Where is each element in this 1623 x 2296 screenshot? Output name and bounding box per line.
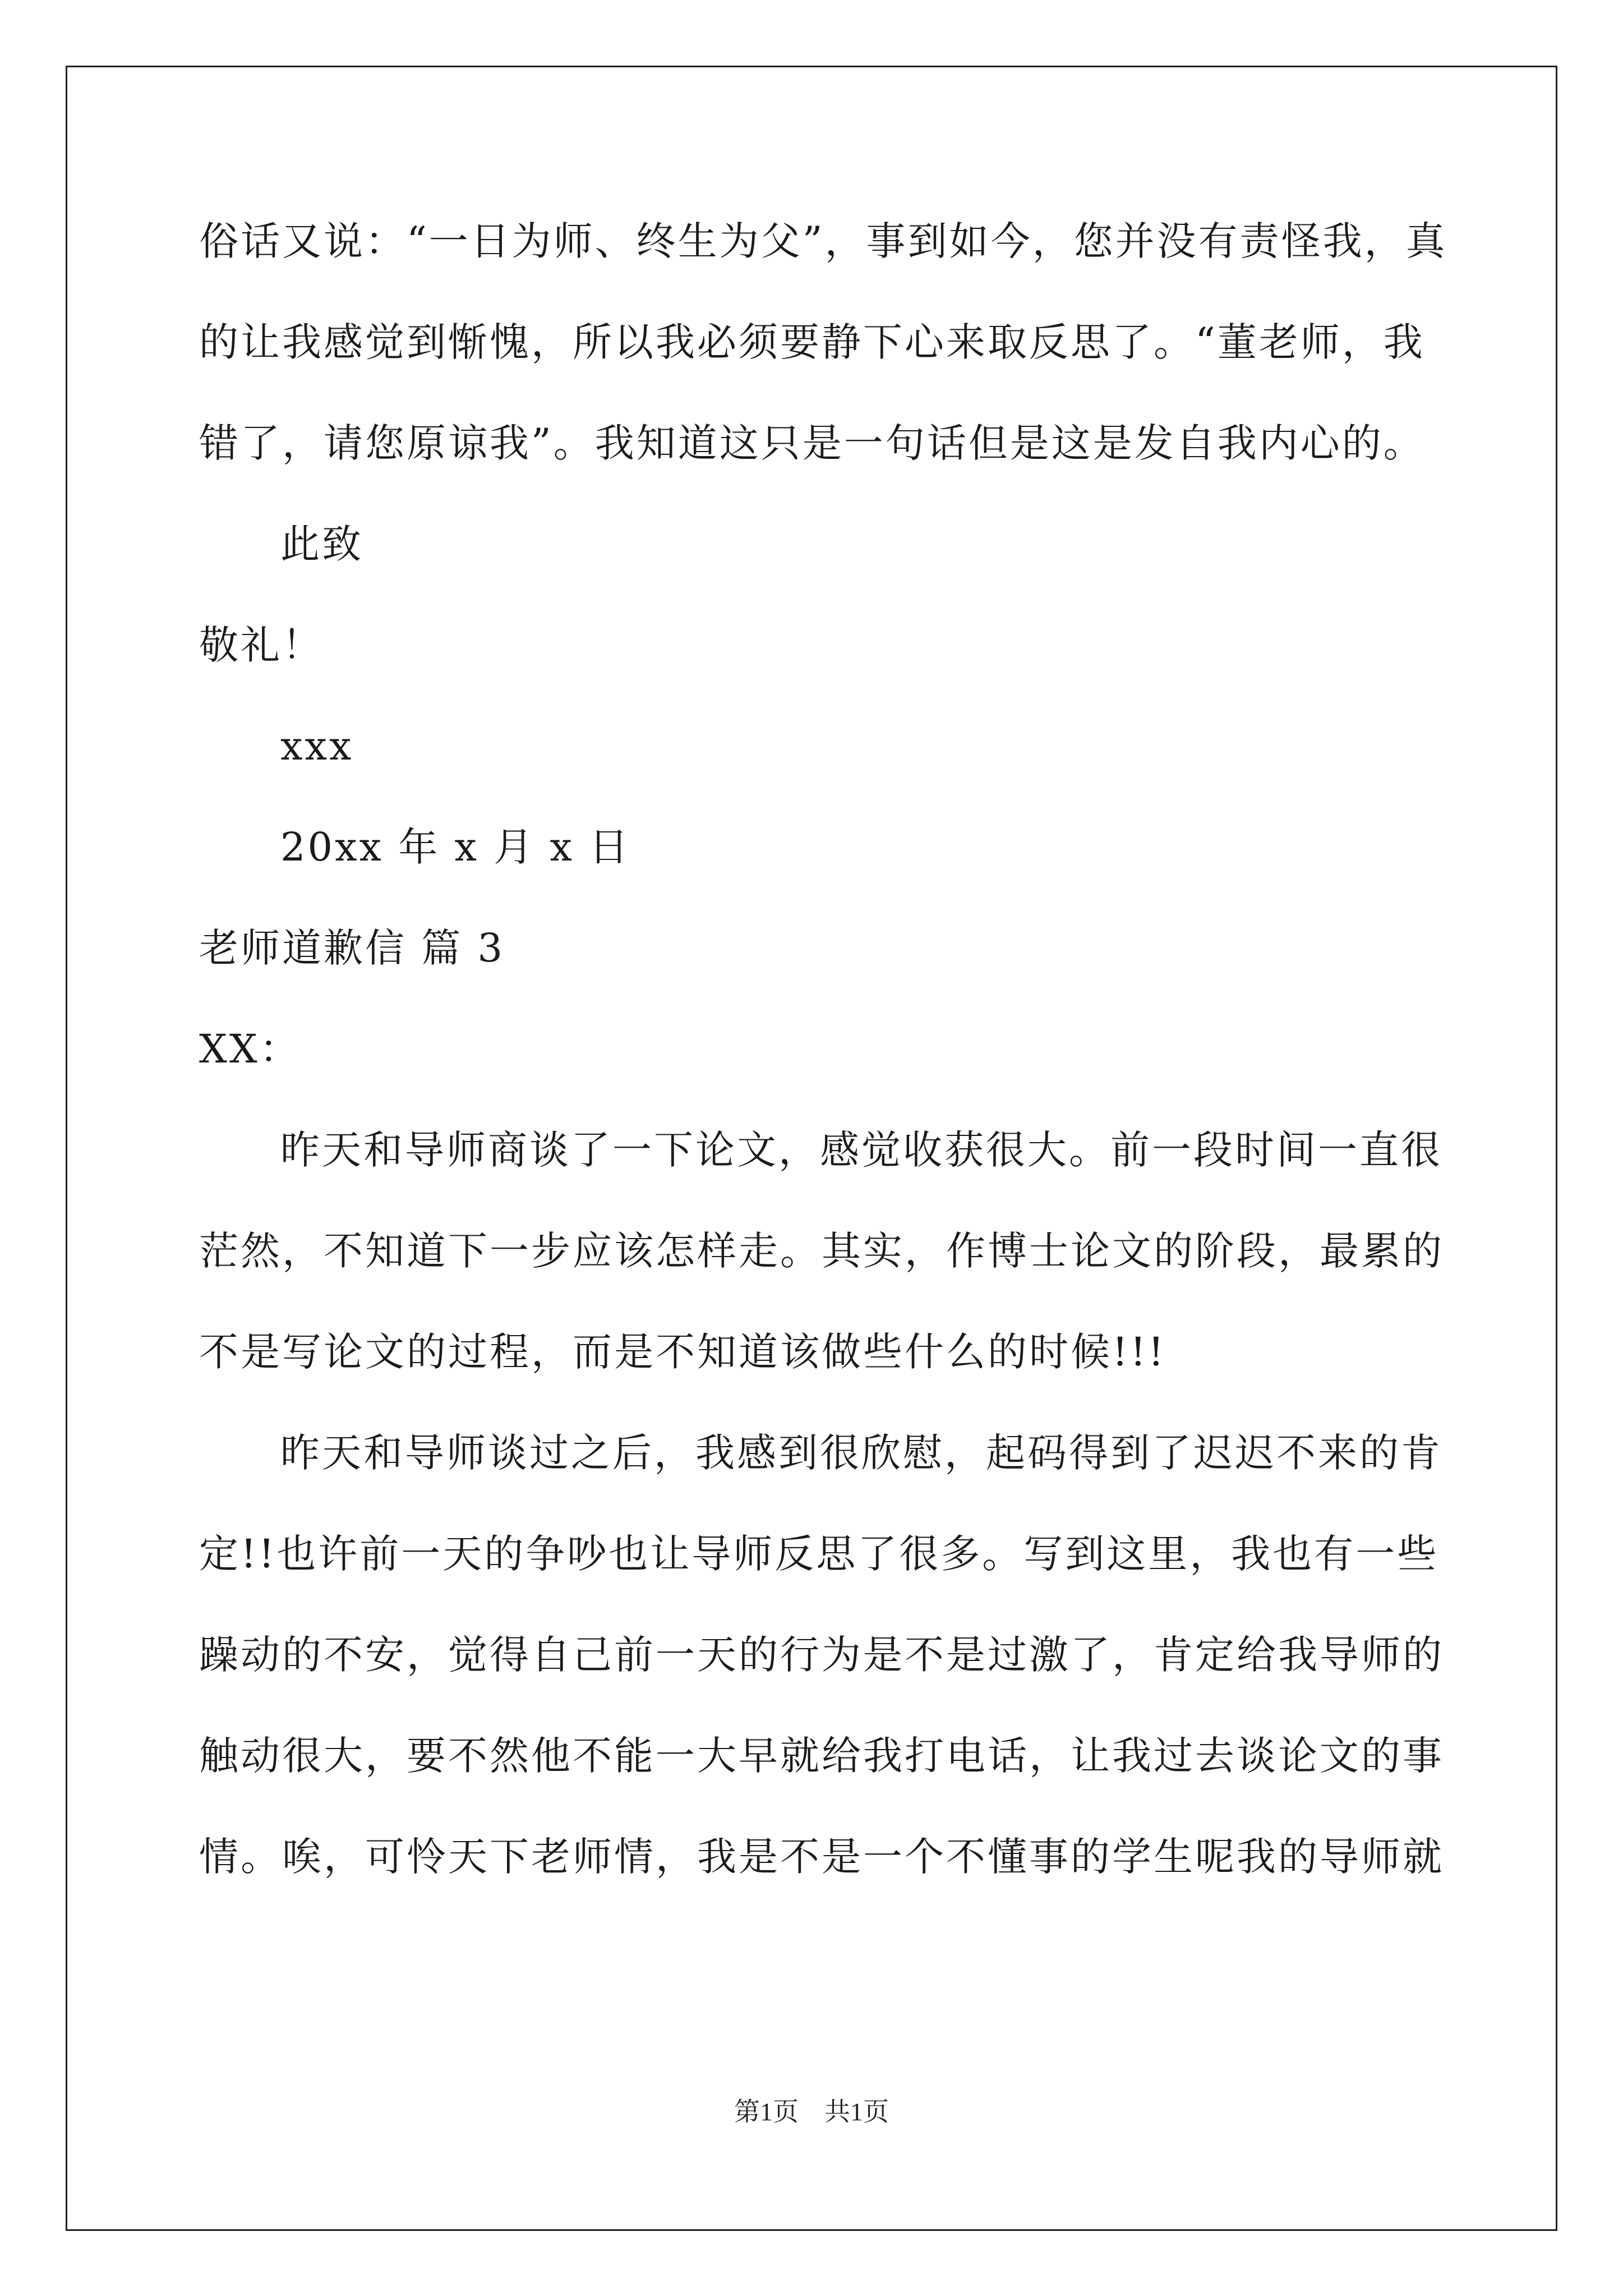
body-line-11: 茫然，不知道下一步应该怎样走。其实，作博士论文的阶段，最累的 <box>199 1228 1444 1274</box>
body-line-13: 昨天和导师谈过之后，我感到很欣慰，起码得到了迟迟不来的肯 <box>280 1430 1442 1476</box>
body-line-16: 触动很大，要不然他不能一大早就给我打电话，让我过去谈论文的事 <box>199 1733 1444 1779</box>
body-line-10: 昨天和导师商谈了一下论文，感觉收获很大。前一段时间一直很 <box>280 1127 1442 1173</box>
body-line-2: 的让我感觉到惭愧，所以我必须要静下心来取反思了。“董老师，我 <box>199 319 1425 365</box>
closing-salutation: 此致 <box>280 521 363 567</box>
body-line-17: 情。唉，可怜天下老师情，我是不是一个不懂事的学生呢我的导师就 <box>199 1834 1444 1880</box>
section-heading: 老师道歉信 篇 3 <box>199 925 505 971</box>
page-footer: 第1页 共1页 <box>734 2097 889 2126</box>
closing-respect: 敬礼！ <box>199 622 324 668</box>
body-line-12: 不是写论文的过程，而是不知道该做些什么的时候!!! <box>199 1329 1166 1375</box>
signature-date: 20xx 年 x 月 x 日 <box>280 824 631 870</box>
body-line-14: 定!!也许前一天的争吵也让导师反思了很多。写到这里，我也有一些 <box>199 1531 1439 1577</box>
body-line-15: 躁动的不安，觉得自己前一天的行为是不是过激了，肯定给我导师的 <box>199 1632 1444 1678</box>
body-line-1: 俗话又说：“一日为师、终生为父”，事到如今，您并没有责怪我，真 <box>199 218 1447 264</box>
body-line-3: 错了，请您原谅我”。我知道这只是一句话但是这是发自我内心的。 <box>199 420 1425 466</box>
letter-recipient: XX： <box>199 1026 301 1072</box>
signature-name: xxx <box>280 723 354 769</box>
